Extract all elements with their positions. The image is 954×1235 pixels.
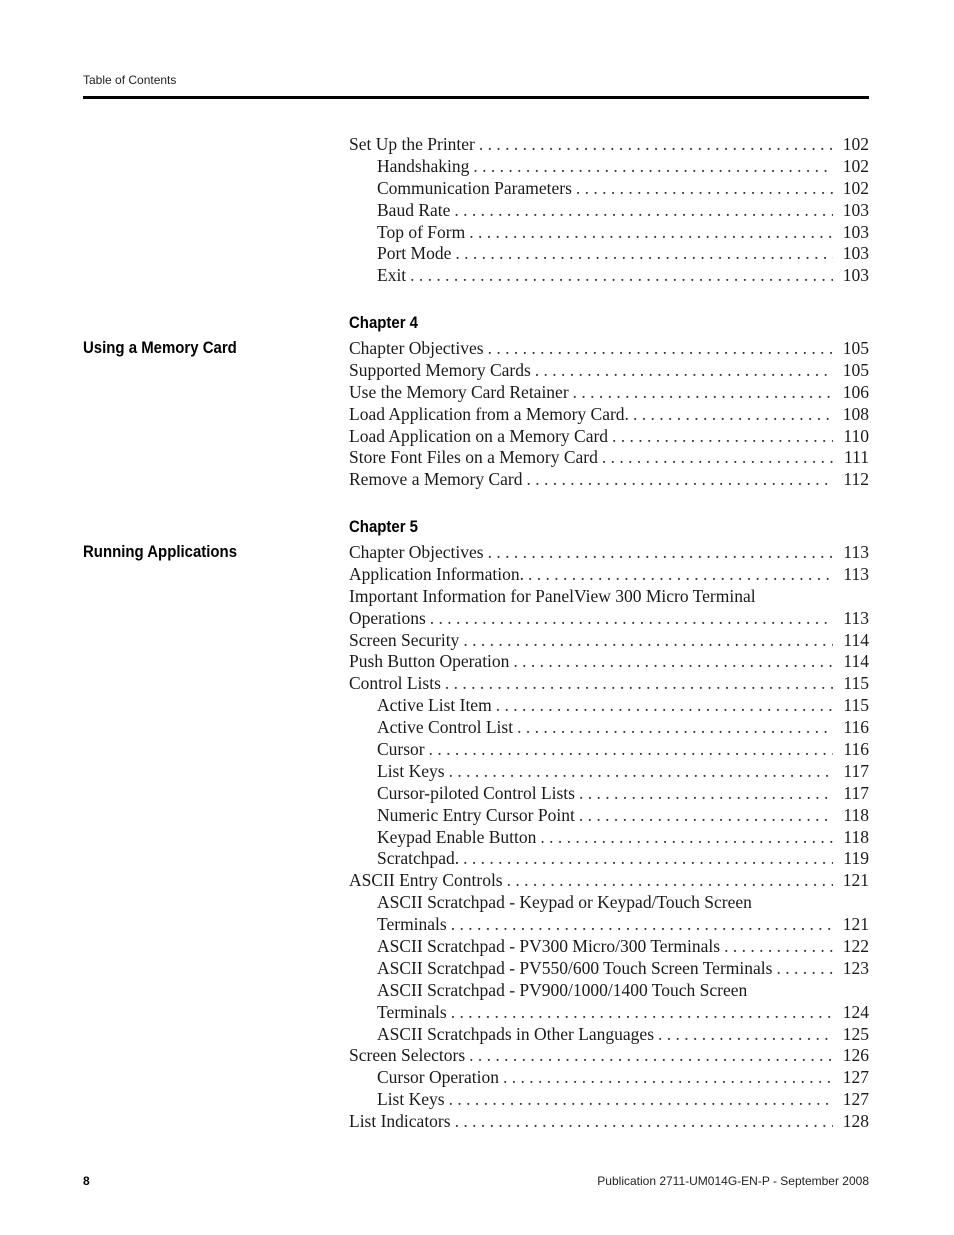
publication-info: Publication 2711-UM014G-EN-P - September 2008 [597,1174,869,1188]
toc-entry-title: Top of Form [377,221,466,242]
toc-entry[interactable] [349,542,869,564]
toc-entry-title: Baud Rate [377,199,451,220]
toc-entry-page: 115 [843,673,869,694]
toc-entry[interactable] [349,608,869,630]
chapter-label: Chapter 4 [349,313,419,332]
dot-leader [573,382,833,404]
toc-entry[interactable] [349,200,869,222]
dot-leader [410,265,833,287]
dot-leader [430,608,833,630]
toc-entry[interactable] [349,958,869,980]
toc-entry-title: ASCII Scratchpad - PV300 Micro/300 Terminals [377,936,721,957]
dot-leader [479,134,833,156]
toc-entry-page: 116 [843,739,869,760]
toc-entry-title: List Indicators [349,1111,451,1132]
dot-leader [612,426,833,448]
toc-entry[interactable] [349,265,869,287]
dot-leader [576,178,833,200]
toc-entry-title: Store Font Files on a Memory Card [349,447,598,468]
dot-leader [429,739,833,761]
toc-entry[interactable] [349,1111,869,1133]
toc-entry-page: 119 [843,848,869,869]
chapter-label: Chapter 5 [349,517,419,536]
dot-leader [724,936,833,958]
toc-entry[interactable] [349,222,869,244]
toc-entry-title: Exit [377,265,407,286]
toc-entry[interactable] [349,805,869,827]
toc-entry[interactable] [349,761,869,783]
toc-entry-title: Screen Security [349,629,460,650]
dot-leader [776,958,833,980]
toc-entry-title: ASCII Scratchpads in Other Languages [377,1023,655,1044]
toc-entry-page: 105 [842,338,869,358]
toc-entry[interactable] [349,848,869,870]
dot-leader [540,827,833,849]
toc-entry[interactable] [349,426,869,448]
toc-entry-title: Terminals [377,914,447,935]
toc-entry-title: Load Application from a Memory Card. [349,403,629,424]
toc-entry[interactable] [349,914,869,936]
toc-entry-page: 118 [843,804,869,825]
dot-leader [445,673,833,695]
toc-entry-title: List Keys [377,760,445,781]
toc-entry-page: 112 [843,469,869,490]
toc-entry-wrap-line[interactable] [349,586,869,608]
dot-leader [496,695,833,717]
toc-entry-title: Screen Selectors [349,1045,466,1066]
toc-entry-page: 103 [842,265,869,286]
toc-entry-title: ASCII Scratchpad - PV550/600 Touch Screen Terminals [377,957,773,978]
toc-entry[interactable] [349,404,869,426]
dot-leader [579,805,833,827]
toc-entry[interactable] [349,651,869,673]
dot-leader [488,338,833,360]
toc-entry-page: 128 [842,1111,869,1132]
toc-entry-title: Terminals [377,1001,447,1022]
toc-entry-title: Cursor Operation [377,1067,499,1088]
toc-entry[interactable] [349,827,869,849]
toc-entry[interactable] [349,469,869,491]
dot-leader [535,360,833,382]
toc-section-chapter-4 [349,338,869,491]
toc-section-continued [349,134,869,287]
dot-leader [463,630,833,652]
toc-entry[interactable] [349,630,869,652]
toc-entry-title: Set Up the Printer [349,134,475,154]
toc-entry-page: 113 [843,607,869,628]
dot-leader [633,404,833,426]
toc-entry-wrap-line[interactable] [349,892,869,914]
toc-entry[interactable] [349,673,869,695]
toc-entry-title: Supported Memory Cards [349,359,531,380]
toc-entry[interactable] [349,447,869,469]
running-header: Table of Contents [83,73,177,87]
toc-entry-page: 106 [842,381,869,402]
toc-entry-title: Scratchpad. [377,848,460,869]
toc-entry-page: 103 [842,243,869,264]
toc-entry-page: 123 [842,957,869,978]
dot-leader [473,156,833,178]
toc-entry[interactable] [349,338,869,360]
dot-leader [454,200,833,222]
toc-entry[interactable] [349,134,869,156]
toc-entry-page: 127 [842,1089,869,1110]
toc-entry-title: Active List Item [377,695,492,716]
toc-entry-title: Cursor-piloted Control Lists [377,782,575,803]
chapter-title: Running Applications [83,542,238,561]
toc-entry[interactable] [349,870,869,892]
dot-leader [469,1045,833,1067]
toc-entry[interactable] [349,717,869,739]
toc-entry-title: ASCII Scratchpad - Keypad or Keypad/Touch Screen [377,892,752,913]
toc-entry[interactable] [349,739,869,761]
toc-entry-page: 118 [843,826,869,847]
toc-entry-title: Active Control List [377,717,514,738]
toc-entry[interactable] [349,564,869,586]
toc-entry-title: Push Button Operation [349,651,510,672]
toc-entry-title: Use the Memory Card Retainer [349,381,569,402]
toc-entry-title: Load Application on a Memory Card [349,425,609,446]
toc-entry-title: Port Mode [377,243,452,264]
toc-entry[interactable] [349,1024,869,1046]
toc-entry-page: 102 [842,134,869,154]
toc-entry-title: Important Information for PanelView 300 Micro Terminal [349,585,756,606]
dot-leader [455,1111,833,1133]
toc-entry[interactable] [349,783,869,805]
dot-leader [513,651,833,673]
toc-entry-wrap-line[interactable] [349,980,869,1002]
toc-entry-page: 110 [843,425,869,446]
dot-leader [469,222,833,244]
dot-leader [449,761,833,783]
toc-entry[interactable] [349,1045,869,1067]
toc-entry-page: 105 [842,359,869,380]
dot-leader [517,717,833,739]
toc-entry[interactable] [349,243,869,265]
dot-leader [602,447,833,469]
dot-leader [658,1024,833,1046]
toc-entry-title: ASCII Entry Controls [349,870,503,891]
toc-entry-page: 115 [843,695,869,716]
toc-entry[interactable] [349,156,869,178]
toc-entry-page: 111 [844,447,869,468]
toc-entry[interactable] [349,1002,869,1024]
toc-entry-title: Operations [349,607,426,628]
dot-leader [527,469,834,491]
toc-entry[interactable] [349,360,869,382]
toc-entry-page: 117 [843,782,869,803]
toc-entry-title: Remove a Memory Card [349,469,523,490]
toc-entry-page: 113 [843,563,869,584]
toc-entry-title: Chapter Objectives [349,542,484,562]
toc-entry-page: 121 [842,870,869,891]
toc-entry-page: 103 [842,221,869,242]
toc-entry-page: 122 [842,936,869,957]
dot-leader [463,848,833,870]
toc-entry[interactable] [349,382,869,404]
toc-entry-page: 127 [842,1067,869,1088]
toc-entry-title: Application Information. [349,563,524,584]
toc-entry[interactable] [349,695,869,717]
dot-leader [488,542,833,564]
dot-leader [503,1067,833,1089]
toc-entry-title: Numeric Entry Cursor Point [377,804,575,825]
toc-entry-page: 117 [843,760,869,781]
dot-leader [507,870,833,892]
toc-entry-page: 108 [842,403,869,424]
toc-entry-page: 114 [843,651,869,672]
toc-entry-page: 116 [843,717,869,738]
dot-leader [451,914,833,936]
toc-entry-page: 125 [842,1023,869,1044]
toc-entry-title: List Keys [377,1089,445,1110]
toc-entry-title: ASCII Scratchpad - PV900/1000/1400 Touch Screen [377,979,748,1000]
toc-entry-title: Cursor [377,739,425,760]
toc-entry[interactable] [349,936,869,958]
toc-entry-title: Keypad Enable Button [377,826,537,847]
chapter-title: Using a Memory Card [83,338,237,357]
dot-leader [528,564,833,586]
toc-entry-page: 114 [843,629,869,650]
header-rule [83,96,869,99]
dot-leader [451,1002,833,1024]
toc-entry-page: 102 [842,177,869,198]
toc-entry-title: Chapter Objectives [349,338,484,358]
toc-entry[interactable] [349,1089,869,1111]
toc-entry-title: Handshaking [377,155,470,176]
toc-entry-title: Communication Parameters [377,177,572,198]
toc-entry-page: 103 [842,199,869,220]
toc-section-chapter-5 [349,542,869,1133]
dot-leader [455,243,833,265]
toc-entry-page: 102 [842,155,869,176]
toc-entry[interactable] [349,178,869,200]
toc-entry-page: 124 [842,1001,869,1022]
toc-entry[interactable] [349,1067,869,1089]
page-number: 8 [83,1174,90,1188]
dot-leader [449,1089,833,1111]
dot-leader [579,783,833,805]
toc-entry-title: Control Lists [349,673,441,694]
toc-entry-page: 121 [842,914,869,935]
toc-entry-page: 113 [843,542,869,562]
toc-entry-page: 126 [842,1045,869,1066]
